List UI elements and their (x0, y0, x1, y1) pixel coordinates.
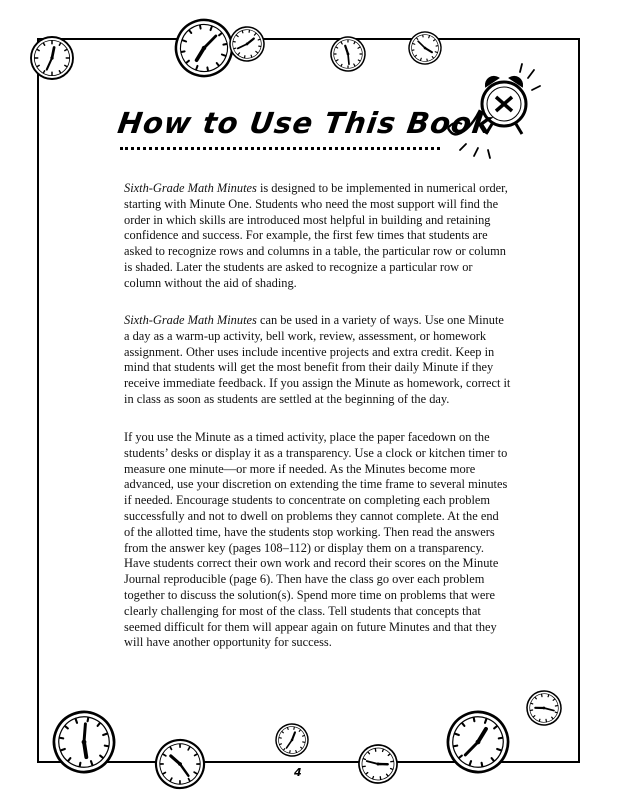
paragraph-text: is designed to be implemented in numerical order, starting with Minute One. Students who need the most support will find the order in which skills are introduced most helpful in building and retaining confidence and success. For example, the first few times that students are asked to recognize rows and columns in a table, the particular row or column is shaded. Later the students are asked to recognize a particular row or column without the aid of shading. (124, 181, 508, 290)
paragraph-text: If you use the Minute as a timed activity, place the paper facedown on the students’ desks or display it as a transparency. Use a clock or kitchen timer to measure one minute—or more if needed. As the Minutes become more advanced, use your discretion on extending the time frame to several minutes if needed. Encourage students to concentrate on completing each problem successfully and not to dwell on problems they cannot complete. At the end of the allotted time, have the students stop working. Then read the answers from the answer key (pages 108–112) or display them on a transparency. Have students correct their own work and record their scores on the Minute Journal reproducible (page 6). Then have the class go over each problem together to discuss the solution(s). Spend more time on problems that were clearly challenging for most of the class. Tell students that concepts that seemed difficult for them will appear again on future Minutes and that they will have another opportunity for success. (124, 430, 508, 650)
paragraph-text: can be used in a variety of ways. Use one Minute a day as a warm-up activity, bell work, review, assessment, or homework assignment. Other uses include incentive projects and extra credit. Keep in mind that students will get the most benefit from their daily Minute if they receive immediate feedback. If you assign the Minute as homework, correct it in class as soon as students are settled at the beginning of the day. (124, 313, 511, 406)
clock-icon (273, 721, 310, 758)
paragraph-3 (124, 430, 512, 651)
clock-icon (325, 31, 371, 77)
page-number: 4 (294, 766, 302, 779)
book-title-italic: Sixth-Grade Math Minutes (124, 181, 257, 195)
clock-icon (168, 12, 240, 84)
book-title-italic: Sixth-Grade Math Minutes (124, 313, 257, 327)
clock-icon (524, 688, 563, 727)
clock-icon (46, 704, 123, 781)
title-dotted-rule (120, 147, 440, 150)
paragraph-1 (124, 181, 512, 292)
clock-icon (404, 27, 445, 68)
clock-icon (356, 742, 400, 786)
clock-icon (31, 37, 73, 79)
clock-icon (440, 704, 517, 781)
paragraph-2 (124, 313, 512, 408)
page-title: How to Use This Book (115, 106, 495, 140)
clock-icon (147, 731, 213, 797)
